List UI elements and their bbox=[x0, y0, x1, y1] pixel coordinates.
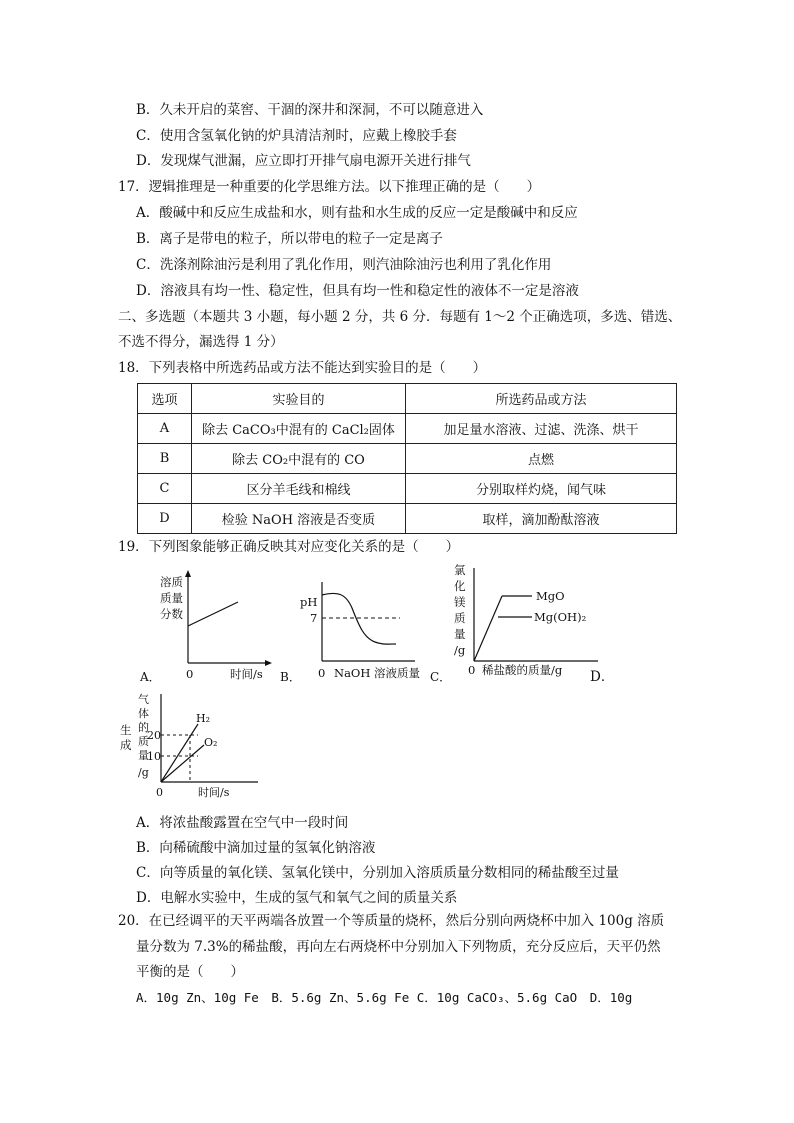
ylabel: /g bbox=[454, 643, 466, 657]
h2-line bbox=[161, 724, 198, 782]
graph-b bbox=[280, 578, 430, 686]
table-cell: 区分羊毛线和棉线 bbox=[192, 474, 406, 504]
ylabel: 溶质 bbox=[160, 575, 183, 589]
ph-curve bbox=[322, 593, 396, 644]
table-row bbox=[138, 474, 677, 504]
section2-heading: 二、多选题（本题共 3 小题，每小题 2 分，共 6 分．每题有 1～2 个正确选项，多选、错选、 bbox=[118, 309, 682, 325]
table-cell: 取样，滴加酚酞溶液 bbox=[406, 504, 677, 534]
graph-d-letter: D． bbox=[590, 669, 615, 685]
ylabel: 量 bbox=[454, 627, 466, 641]
graph-d bbox=[116, 690, 266, 802]
series-label: H₂ bbox=[196, 712, 211, 725]
ylabel: 质 bbox=[454, 611, 466, 625]
q17-option-b: B．离子是带电的粒子，所以带电的粒子一定是离子 bbox=[136, 231, 443, 247]
q17-option-c: C．洗涤剂除油污是利用了乳化作用，则汽油除油污也利用了乳化作用 bbox=[136, 257, 552, 273]
ylabel: 分数 bbox=[160, 607, 183, 621]
table-cell: 分别取样灼烧，闻气味 bbox=[406, 474, 677, 504]
q19-stem: 19．下列图象能够正确反映其对应变化关系的是（ ） bbox=[118, 539, 460, 555]
graph-a bbox=[140, 568, 275, 686]
ytick-label: 10 bbox=[147, 750, 161, 763]
series-label: MgO bbox=[536, 589, 565, 603]
q20-stem-cont: 量分数为 7.3%的稀盐酸，再向左右两烧杯中分别加入下列物质，充分反应后，天平仍然 bbox=[136, 939, 661, 955]
origin-label: 0 bbox=[468, 663, 476, 677]
table-header-cell: 选项 bbox=[138, 384, 192, 414]
table-cell: B bbox=[138, 444, 192, 474]
ylabel: 质 bbox=[138, 735, 149, 748]
x-axis-arrow-icon bbox=[265, 660, 272, 666]
xlabel: 稀盐酸的质量/g bbox=[482, 663, 563, 677]
option-c-line: C．使用含氢氧化钠的炉具清洁剂时，应戴上橡胶手套 bbox=[136, 128, 457, 144]
ylabel: 化 bbox=[454, 579, 466, 593]
xlabel: 时间/s bbox=[198, 786, 230, 799]
o2-line bbox=[161, 745, 204, 782]
mgo-line bbox=[474, 596, 502, 661]
section2-heading-cont: 不选不得分，漏选得 1 分） bbox=[118, 334, 284, 350]
ylabel: 体 bbox=[138, 707, 149, 720]
ylabel: 氯 bbox=[454, 563, 466, 577]
table-header-cell: 所选药品或方法 bbox=[406, 384, 677, 414]
ylabel: 成 bbox=[120, 738, 132, 752]
q19-option-b: B．向稀硫酸中滴加过量的氢氧化钠溶液 bbox=[136, 840, 376, 856]
origin-label: 0 bbox=[156, 786, 163, 799]
q17-option-a: A．酸碱中和反应生成盐和水，则有盐和水生成的反应一定是酸碱中和反应 bbox=[136, 205, 578, 221]
option-b-line: B．久未开启的菜窖、干涸的深井和深洞，不可以随意进入 bbox=[136, 102, 484, 118]
table-cell: D bbox=[138, 504, 192, 534]
origin-label: 0 bbox=[186, 667, 194, 681]
q20-stem-cont: 平衡的是（ ） bbox=[136, 964, 244, 980]
q19-option-c: C．向等质量的氧化镁、氢氧化镁中，分别加入溶质质量分数相同的稀盐酸至过量 bbox=[136, 865, 619, 881]
q18-stem: 18．下列表格中所选药品或方法不能达到实验目的是（ ） bbox=[118, 360, 487, 376]
ylabel: pH bbox=[300, 595, 318, 609]
xlabel: NaOH 溶液质量 bbox=[334, 666, 421, 680]
ylabel: /g bbox=[138, 766, 149, 779]
graph-c bbox=[430, 560, 605, 686]
series-label: O₂ bbox=[204, 736, 218, 749]
table-header-row bbox=[138, 384, 677, 414]
ylabel: 质量 bbox=[160, 591, 183, 605]
q17-option-d: D．溶液具有均一性、稳定性，但具有均一性和稳定性的液体不一定是溶液 bbox=[136, 283, 579, 299]
table-row bbox=[138, 444, 677, 474]
graph-letter: A． bbox=[140, 670, 161, 684]
table-cell: C bbox=[138, 474, 192, 504]
ylabel: 气 bbox=[138, 693, 149, 706]
y-axis-arrow-icon bbox=[185, 570, 191, 577]
origin-label: 0 bbox=[318, 666, 326, 680]
table-cell: 点燃 bbox=[406, 444, 677, 474]
graph-letter: C． bbox=[430, 670, 452, 684]
q19-option-d: D．电解水实验中，生成的氢气和氧气之间的质量关系 bbox=[136, 890, 458, 906]
graph-a-line bbox=[188, 602, 238, 626]
series-label: Mg(OH)₂ bbox=[534, 610, 587, 624]
table-cell: 加足量水溶液、过滤、洗涤、烘干 bbox=[406, 414, 677, 444]
q18-table bbox=[137, 383, 677, 534]
table-cell: 除去 CO₂中混有的 CO bbox=[192, 444, 406, 474]
ylabel: 镁 bbox=[454, 595, 466, 609]
ylabel: 量 bbox=[138, 749, 149, 762]
ylabel: 的 bbox=[138, 721, 149, 734]
table-cell: 除去 CaCO₃中混有的 CaCl₂固体 bbox=[192, 414, 406, 444]
table-row bbox=[138, 414, 677, 444]
ytick-label: 7 bbox=[310, 611, 318, 625]
xlabel: 时间/s bbox=[230, 667, 263, 681]
table-cell: A bbox=[138, 414, 192, 444]
q20-options: A．10g Zn、10g Fe B．5.6g Zn、5.6g Fe C．10g CaCO₃、5.6g CaO D．10g bbox=[136, 990, 633, 1005]
ylabel: 生 bbox=[120, 723, 132, 737]
table-header-cell: 实验目的 bbox=[192, 384, 406, 414]
table-row bbox=[138, 504, 677, 534]
q20-stem: 20．在已经调平的天平两端各放置一个等质量的烧杯，然后分别向两烧杯中加入 100g 溶质 bbox=[118, 913, 665, 929]
option-d-line: D．发现煤气泄漏，应立即打开排气扇电源开关进行排气 bbox=[136, 153, 471, 169]
graph-letter: B． bbox=[280, 670, 301, 684]
ytick-label: 20 bbox=[147, 729, 161, 742]
table-cell: 检验 NaOH 溶液是否变质 bbox=[192, 504, 406, 534]
q19-option-a: A．将浓盐酸露置在空气中一段时间 bbox=[136, 815, 349, 831]
q17-stem: 17．逻辑推理是一种重要的化学思维方法。以下推理正确的是（ ） bbox=[118, 179, 541, 195]
